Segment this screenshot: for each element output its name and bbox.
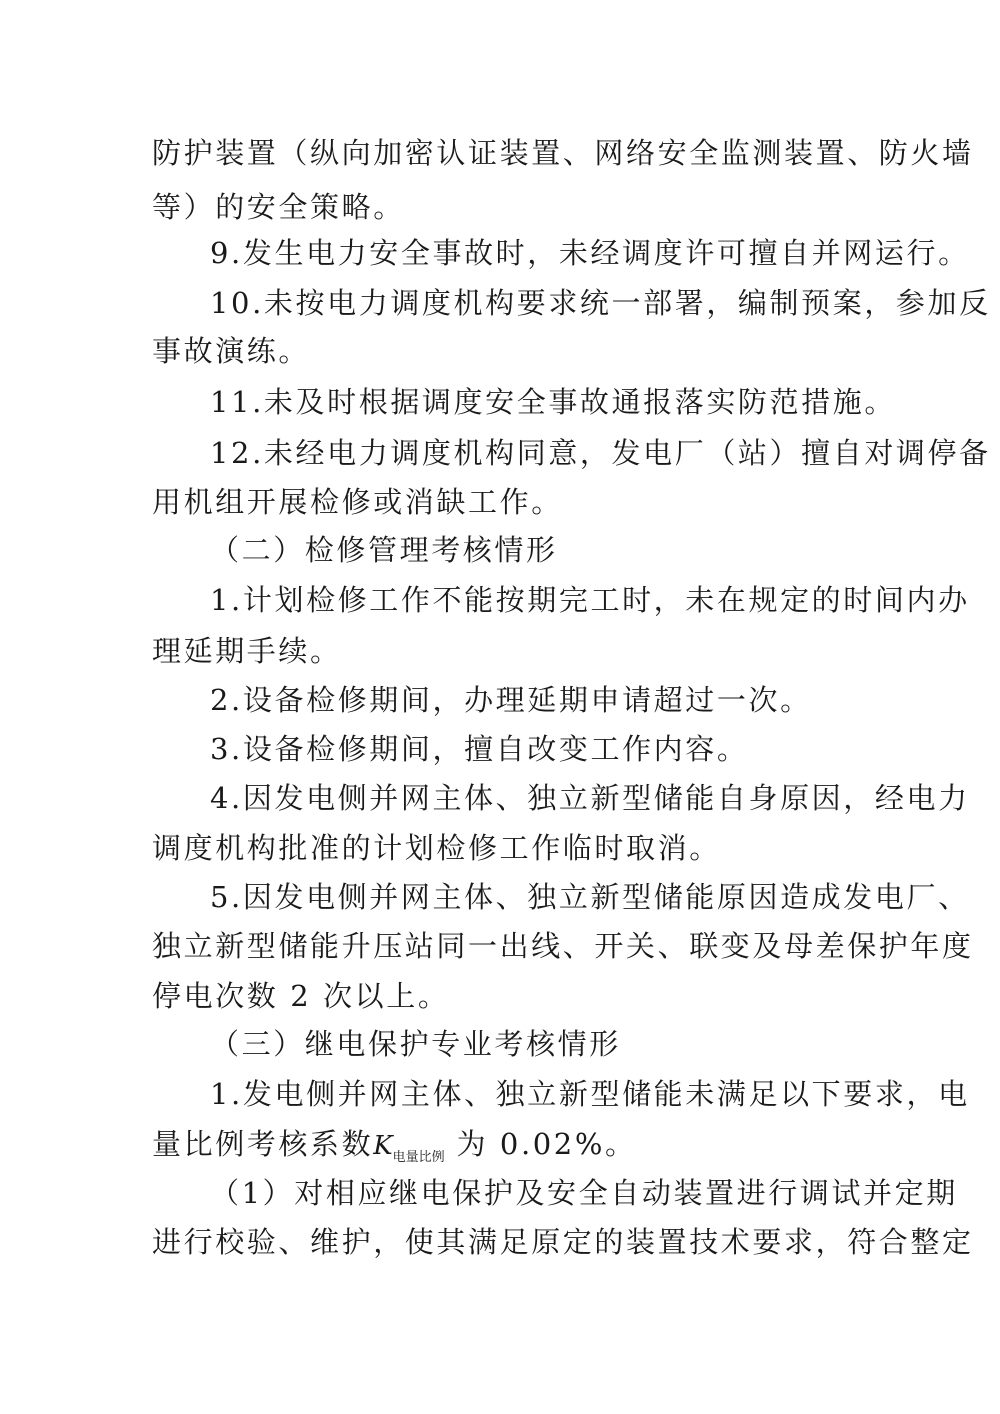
text-line: （1）对相应继电保护及安全自动装置进行调试并定期	[210, 1176, 958, 1210]
text-line: 停电次数 2 次以上。	[152, 979, 450, 1013]
text-line: 防护装置（纵向加密认证装置、网络安全监测装置、防火墙	[152, 136, 974, 170]
text-line: 10.未按电力调度机构要求统一部署，编制预案，参加反	[210, 286, 991, 320]
section-heading: （二）检修管理考核情形	[210, 533, 558, 567]
text-line: 9.发生电力安全事故时，未经调度许可擅自并网运行。	[210, 236, 970, 270]
text-line: 11.未及时根据调度安全事故通报落实防范措施。	[210, 385, 896, 419]
coef-subscript: 电量比例	[392, 1150, 445, 1165]
text-line: 1.发电侧并网主体、独立新型储能未满足以下要求，电	[210, 1077, 970, 1111]
text-line: 事故演练。	[152, 334, 311, 368]
text-line: 独立新型储能升压站同一出线、开关、联变及母差保护年度	[152, 929, 974, 963]
text-line: 2.设备检修期间，办理延期申请超过一次。	[210, 683, 812, 717]
text-line: 1.计划检修工作不能按期完工时，未在规定的时间内办	[210, 583, 970, 617]
text-line: 等）的安全策略。	[152, 190, 405, 224]
text-line: 12.未经电力调度机构同意，发电厂（站）擅自对调停备	[210, 436, 991, 470]
coef-prefix: 量比例考核系数	[152, 1127, 374, 1161]
section-heading: （三）继电保护专业考核情形	[210, 1027, 621, 1061]
coef-variable: K	[373, 1131, 393, 1161]
text-line: 4.因发电侧并网主体、独立新型储能自身原因，经电力	[210, 781, 970, 815]
coef-suffix: 为 0.02%。	[444, 1127, 637, 1161]
text-line: 调度机构批准的计划检修工作临时取消。	[152, 831, 721, 865]
text-line: 5.因发电侧并网主体、独立新型储能原因造成发电厂、	[210, 880, 970, 914]
text-line: 用机组开展检修或消缺工作。	[152, 485, 563, 519]
text-line: 理延期手续。	[152, 634, 342, 668]
text-line: 进行校验、维护，使其满足原定的装置技术要求，符合整定	[152, 1225, 974, 1259]
coefficient-line	[152, 1124, 852, 1171]
text-line: 3.设备检修期间，擅自改变工作内容。	[210, 732, 749, 766]
